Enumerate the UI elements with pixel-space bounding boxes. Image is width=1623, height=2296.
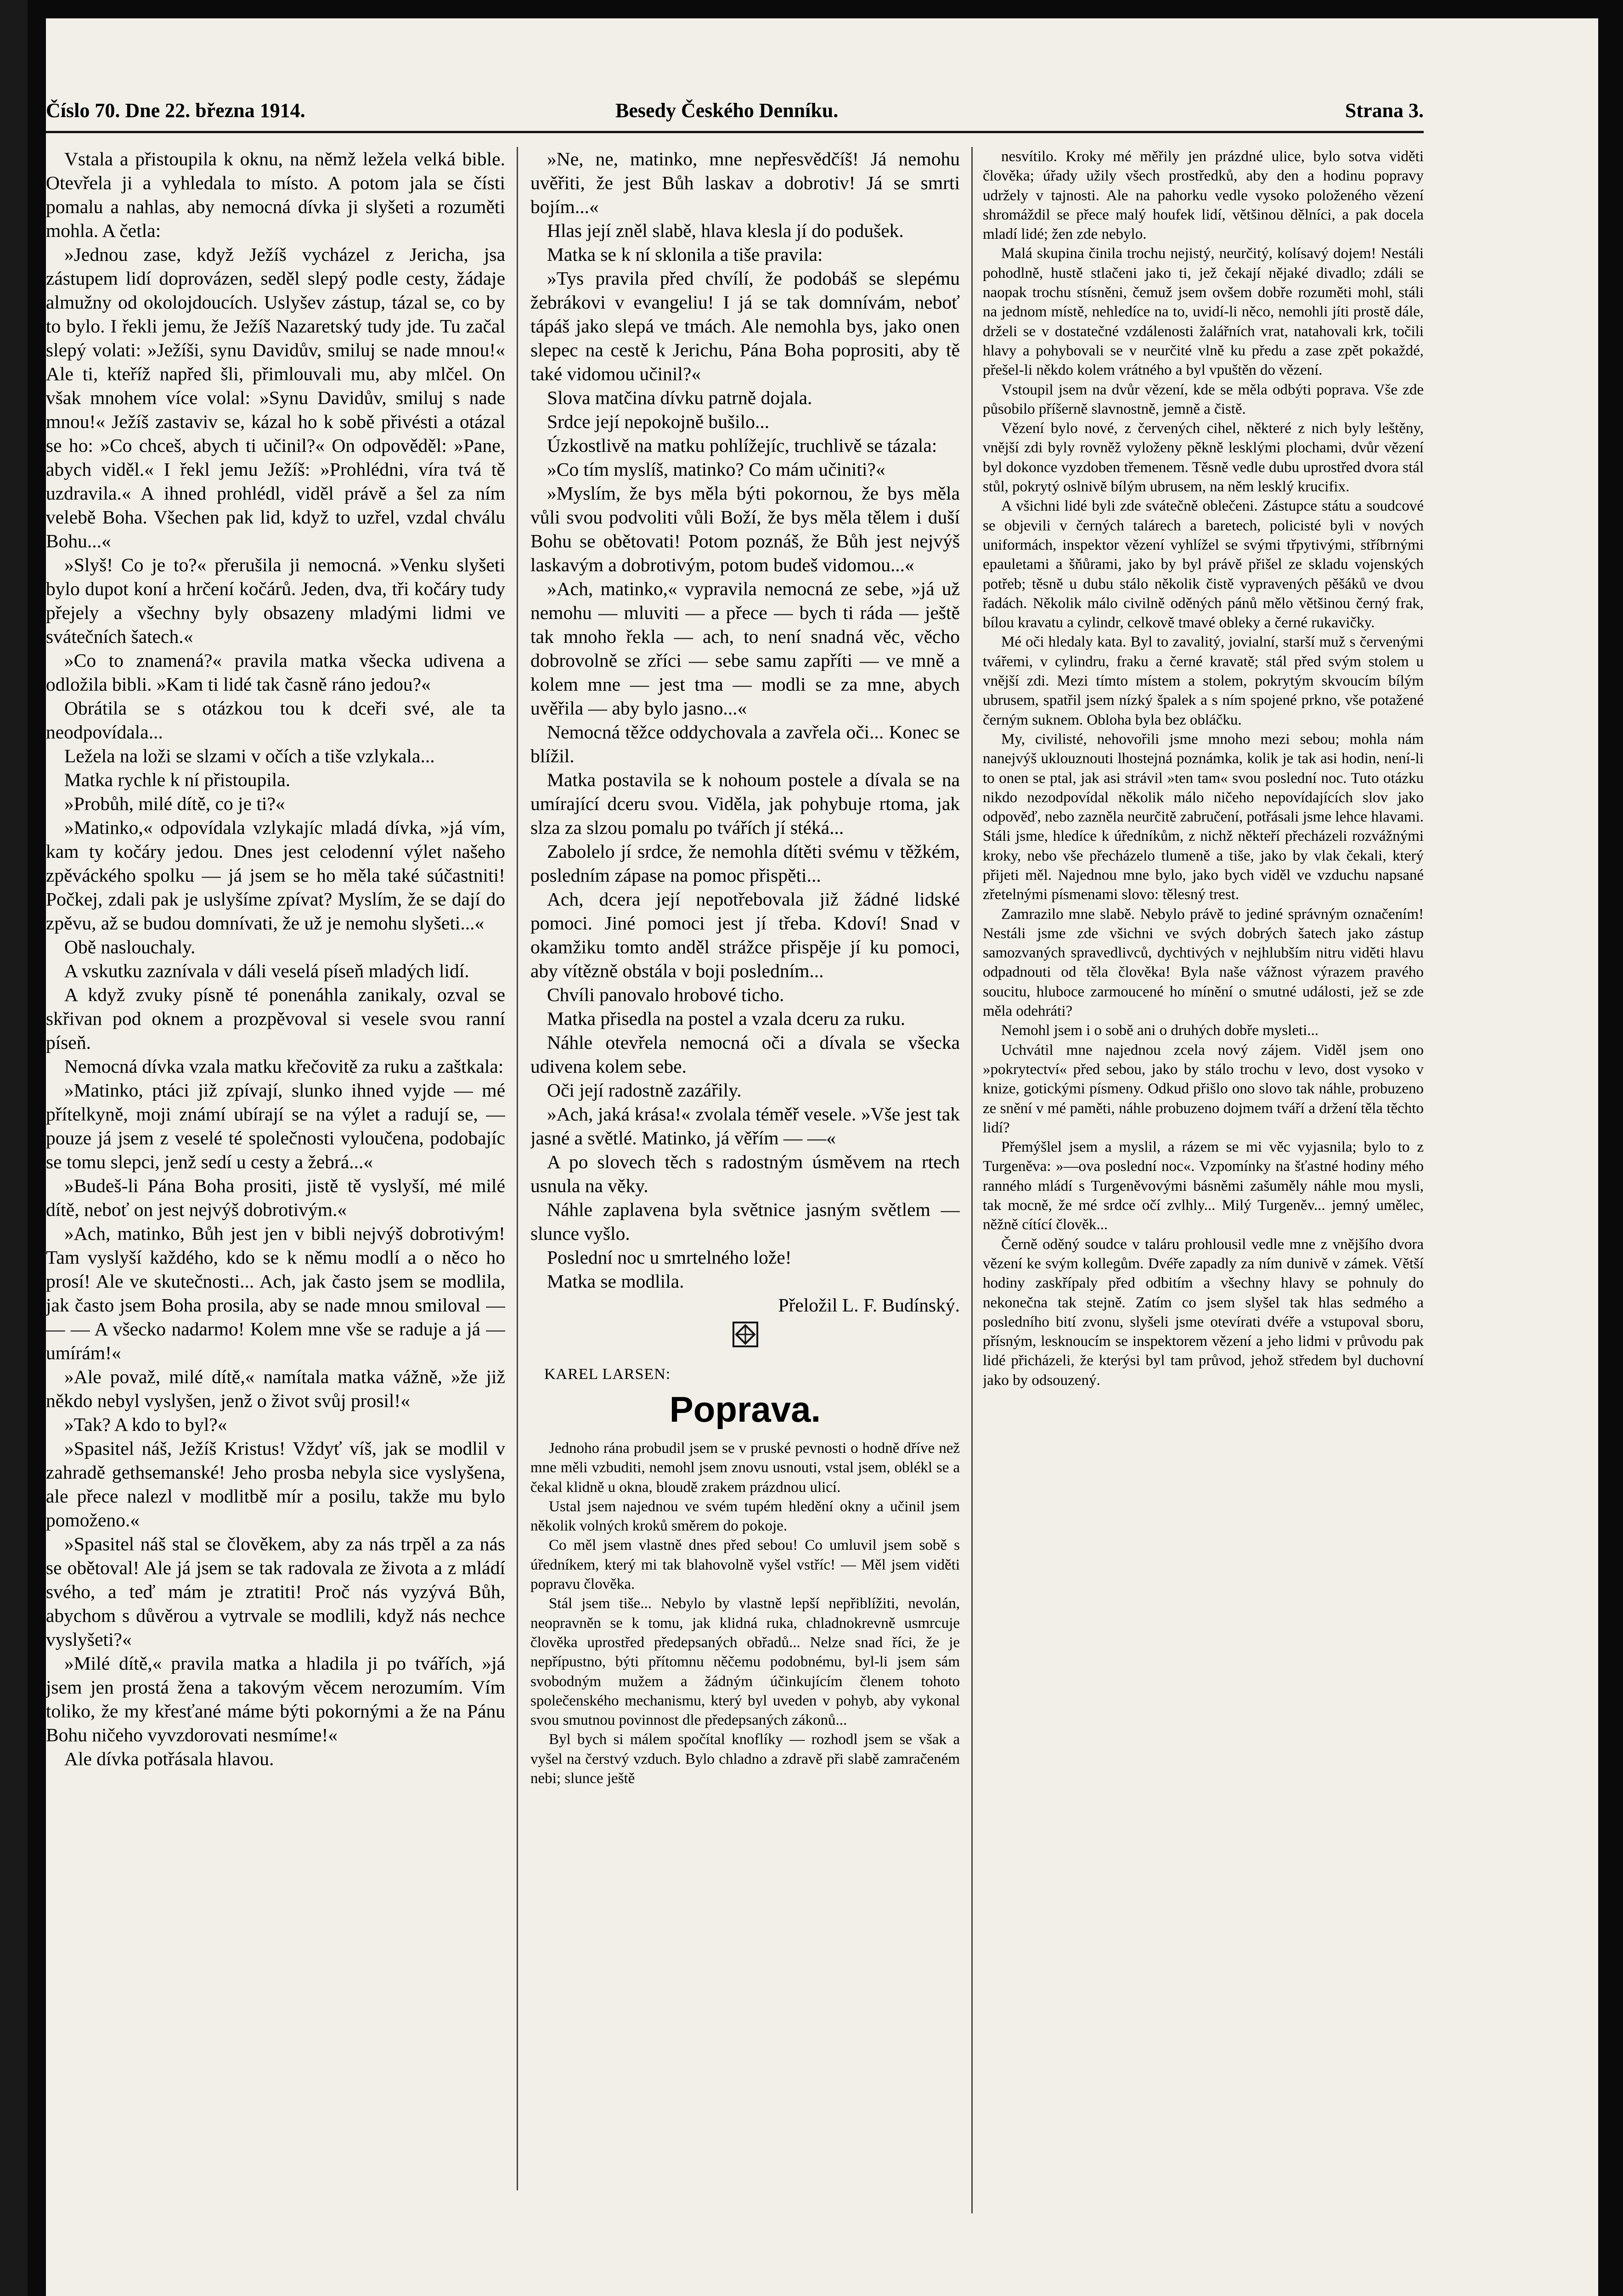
paragraph: »Tys pravila před chvílí, že podobáš se slepému žebrákovi v evangeliu! I já se tak domnívám, neboť tápáš jako slepá ve tmách. Ale nemohla bys, jako onen slepec na cestě k Jerichu, Pána Boha poprositi, aby tě také vidomou učinil?« — [530, 268, 960, 384]
paragraph: Přemýšlel jsem a myslil, a rázem se mi věc vyjasnila; bylo to z Turgeněva: »—ova poslední noc«. Vzpomínky na šťastné hodiny mého ranného mládí s Turgeněvovými básněmi zašuměly náhle mou mysli, tak mocně, že mé srdce očí zvlhly... Milý Turgeněv... jemný umělec, něžně cítící člověk... — [983, 1139, 1424, 1233]
paragraph: »Ale považ, milé dítě,« namítala matka vážně, »že již někdo nebyl vyslyšen, jenž o život svůj prosil!« — [46, 1366, 505, 1411]
paragraph: Náhle otevřela nemocná oči a dívala se všecka udivena kolem sebe. — [530, 1032, 960, 1077]
paragraph: »Slyš! Co je to?« přerušila ji nemocná. »Venku slyšeti bylo dupot koní a hrčení kočárů. Jeden, dva, tři kočáry tudy přejely a všechny byly obsazeny mladými lidmi ve svátečních šatech.« — [46, 554, 505, 647]
paragraph: Mé oči hledaly kata. Byl to zavalitý, jovialní, starší muž s červenými tvářemi, v cylindru, fraku a černé kravatě; stál před svým stolem u vnější zdi. Mezi tímto místem a stolem, pokrytým skvoucím bílým ubrusem, spatřil jsem nízký špalek a s ním spojené prkno, vše potažené černým suknem. Obloha byla bez obláčku. — [983, 634, 1424, 728]
column-divider — [971, 147, 973, 2213]
page-header — [46, 99, 1424, 126]
paragraph: Chvíli panovalo hrobové ticho. — [547, 984, 784, 1005]
paragraph: »Co tím myslíš, matinko? Co mám učiniti?« — [547, 459, 885, 480]
paragraph: Matka přisedla na postel a vzala dceru za ruku. — [547, 1008, 906, 1029]
paragraph: Nemocná dívka vzala matku křečovitě za ruku a zaštkala: — [64, 1056, 504, 1077]
page-number: Strana 3. — [1345, 99, 1424, 122]
paragraph: Matka se k ní sklonila a tiše pravila: — [547, 244, 823, 265]
paragraph: Černě oděný soudce v taláru prohlousil vedle mne z vnějšího dvora vězení ke svým kollegům. Dvéře zapadly za ním dunivě v zámek. Větší hodiny zaskřípaly před odbitím a všechny hlavy se pohnuly do nekonečna tak stejně. Zatím co jsem slyšel tak hlas sedmého a posledního bití zvonu, slyšeli jsme otevírati dvéře a vstupoval sboru, přísným, lesknoucím se inspektorem vězení a jeho lidmi v průvodu pak lidé přicházeli, že kterýsi byl tam průvod, jehož středem byl duchovní jako by odsouzený. — [983, 1236, 1424, 1389]
diamond-ornament-icon — [732, 1321, 759, 1348]
paragraph: »Spasitel náš stal se člověkem, aby za nás trpěl a za nás se obětoval! Ale já jsem se tak radovala ze života a z mládí svého, a teď mám je ztratiti! Proč nás vyzývá Bůh, abychom s důvěrou a vytrvale se modlili, když nás nechce vyslyšeti?« — [46, 1533, 505, 1650]
publication-title: Besedy Českého Denníku. — [615, 99, 839, 122]
paragraph: Hlas její zněl slabě, hlava klesla jí do podušek. — [547, 220, 904, 241]
paragraph: »Ach, jaká krása!« zvolala téměř vesele. »Vše jest tak jasné a světlé. Matinko, já věřím — —« — [530, 1103, 960, 1148]
paragraph: Jednoho rána probudil jsem se v pruské pevnosti o hodně dříve než mne měli vzbuditi, nemohl jsem znovu usnouti, vstal jsem, oblékl se a čekal klidně u okna, bloudě zrakem prázdnou ulicí. — [530, 1440, 960, 1496]
translator-signature: Přeložil L. F. Budínský. — [778, 1294, 960, 1316]
paragraph: Vstoupil jsem na dvůr vězení, kde se měla odbýti poprava. Vše zde působilo příšerně slavnostně, jemně a čistě. — [983, 381, 1424, 417]
ornament-icon — [530, 1321, 960, 1351]
paragraph: My, civilisté, nehovořili jsme mnoho mezi sebou; mohla nám nanejvýš uklouznouti lhostejná poznámka, kolik je tak asi hodin, není-li to onen se ptal, jak asi strávil »ten tam« svou poslední noc. Tuto otázku nikdo nezodpovídal několik málo ničeho nepovídajících slov jako odpověď, nebo zazněla neurčitě zabručení, potřásali jsme lehce hlavami. Stáli jsme, hledíce k úředníkům, z nichž někteří přecházeli rozvážnými kroky, nebo vše přecházelo tlumeně a tiše, jako by vlak čekali, který přijeti měl. Najednou mne bylo, jako bych viděl ve vzduchu napsané zřetelnými písmenami slovo: tělesný trest. — [983, 731, 1424, 903]
binding-edge — [0, 0, 28, 2296]
story-continuation — [530, 147, 960, 1293]
paragraph: »Ne, ne, matinko, mne nepřesvědčíš! Já nemohu uvěřiti, že jest Bůh laskav a dobrotiv! Já se smrti bojím...« — [530, 148, 960, 217]
paragraph: Oči její radostně zazářily. — [547, 1080, 742, 1101]
paragraph: Byl bych si málem spočítal knoflíky — rozhodl jsem se však a vyšel na čerstvý vzduch. Bylo chladno a zdravě při slabě zamračeném nebi; slunce ještě — [530, 1731, 960, 1787]
column-2 — [530, 147, 960, 2236]
paragraph: Malá skupina činila trochu nejistý, neurčitý, kolísavý dojem! Nestáli pohodlně, hustě stlačeni jako ti, jež čekají nějaké divadlo; zdáli se naopak trochu stísněni, čemuž jsem ovšem dobře rozuměti mohl, stáli na jednom místě, nehledíce na to, uvidí-li něco, nemohli jíti prostě dále, drželi se v dostatečné vzdálenosti žalářních vrat, natahovali krk, točili hlavy a pohybovali se v neurčité vlně ku předu a zase zpět pokaždé, přešel-li někdo kolem vrátného a byl vpuštěn do vězení. — [983, 245, 1424, 379]
column-divider — [517, 147, 518, 2190]
paragraph: Obě naslouchaly. — [64, 936, 196, 957]
paragraph: »Ach, matinko, Bůh jest jen v bibli nejvýš dobrotivým! Tam vyslyší každého, kdo se k němu modlí a o něco ho prosí! Ale ve skutečnosti... Ach, jak často jsem se modlila, jak často jsem Boha prosila, aby se nade mnou smiloval — — — A všecko nadarmo! Kolem mne vše se raduje a já — umírám!« — [46, 1223, 505, 1363]
paragraph: Slova matčina dívku patrně dojala. — [547, 387, 812, 408]
paragraph: »Tak? A kdo to byl?« — [64, 1414, 227, 1435]
paragraph: A když zvuky písně té ponenáhla zanikaly, ozval se skřivan pod oknem a prozpěvoval si vesele svou ranní píseň. — [46, 984, 505, 1053]
paragraph: Matka se modlila. — [547, 1271, 684, 1292]
article-body — [530, 1439, 960, 1788]
paragraph: Vstala a přistoupila k oknu, na němž ležela velká bible. Otevřela ji a vyhledala to místo. A potom jala se čísti pomalu a nahlas, aby nemocná dívka ji slyšeti a rozuměti mohla. A četla: — [46, 148, 505, 241]
paragraph: »Matinko,« odpovídala vzlykajíc mladá dívka, »já vím, kam ty kočáry jedou. Dnes jest celodenní výlet našeho zpěváckého spolku — já jsem se ho měla také súčastniti! Počkej, zdali pak je uslyšíme zpívat? Myslím, že se dají do zpěvu, až se budou domnívati, že už je nemohu slyšeti...« — [46, 817, 505, 934]
paragraph: Nemocná těžce oddychovala a zavřela oči... Konec se blížil. — [530, 721, 960, 766]
paragraph: »Ach, matinko,« vypravila nemocná ze sebe, »já už nemohu — mluviti — a přece — bych ti ráda — ještě tak mnoho řekla — ach, to není snadná věc, věcho dobrovolně se zříci — sebe samu zapříti — ve mně a kolem mne — jest tma — modli se za mne, abych uvěřila — aby bylo jasno...« — [530, 578, 960, 719]
paragraph: A vskutku zaznívala v dáli veselá píseň mladých lidí. — [64, 960, 469, 981]
paragraph: »Budeš-li Pána Boha prositi, jistě tě vyslyší, mé milé dítě, neboť on jest nejvýš dobrotivým.« — [46, 1175, 505, 1220]
paragraph: »Milé dítě,« pravila matka a hladila ji po tvářích, »já jsem jen prostá žena a takovým věcem nerozumím. Vím toliko, že my křesťané máme býti pokornými a že na Pánu Bohu ničeho vyvzdorovati nesmíme!« — [46, 1653, 505, 1745]
paragraph: Stál jsem tiše... Nebylo by vlastně lepší nepřiblížiti, nevolán, neopravněn se k tomu, jak klidná ruka, chladnokrevně usmrcuje člověka uprostřed předepsaných obřadů... Nelze snad říci, že je nepřípustno, býti přítomnu něčemu podobnému, byl-li jsem sám svobodným mužem a žádným účinkujícím členem tohoto společenského mechanismu, který byl uveden v pohyb, aby vykonal svou smutnou povinnost dle předepsaných zákonů... — [530, 1595, 960, 1729]
paragraph: »Myslím, že bys měla býti pokornou, že bys měla vůli svou podvoliti vůli Boží, že bys měla tělem i duší Bohu se obětovati! Potom poznáš, že Bůh jest nejvýš laskavým a dobrotivým, potom budeš vidomou...« — [530, 483, 960, 575]
paragraph: Zamrazilo mne slabě. Nebylo právě to jediné správným označením! Nestáli jsme zde všichni ve svých dobrých šatech jako zástup samozvaných spravedlivců, dychtivých v nejhlubším nitru viděti hlavu odpadnouti od těla člověka! Byla naše vážnost výrazem pravého soucitu, hluboce zarmoucené ho mínění o smutné události, jež se zde měla odehráti? — [983, 906, 1424, 1020]
paragraph: A po slovech těch s radostným úsměvem na rtech usnula na věky. — [530, 1151, 960, 1196]
paragraph: Nemohl jsem i o sobě ani o druhých dobře mysleti... — [1001, 1022, 1319, 1039]
article-title: Poprava. — [669, 1389, 821, 1429]
paragraph: Zabolelo jí srdce, že nemohla dítěti svému v těžkém, posledním zápase na pomoc přispěti... — [530, 841, 960, 886]
paragraph: Ale dívka potřásala hlavou. — [64, 1748, 274, 1769]
paragraph: Srdce její nepokojně bušilo... — [547, 411, 770, 432]
paragraph: Ležela na loži se slzami v očích a tiše vzlykala... — [64, 745, 435, 766]
paragraph: Úzkostlivě na matku pohlížejíc, truchlivě se tázala: — [547, 435, 937, 456]
column-3 — [983, 147, 1424, 2241]
paragraph: Matka rychle k ní přistoupila. — [64, 769, 291, 790]
paragraph: »Spasitel náš, Ježíš Kristus! Vždyť víš, jak se modlil v zahradě gethsemanské! Jeho prosba nebyla sice vyslyšena, ale přece nalezl v modlitbě mír a posilu, takže mu bylo pomoženo.« — [46, 1438, 505, 1531]
paragraph: Ach, dcera její nepotřebovala již žádné lidské pomoci. Jiné pomoci jest jí třeba. Kdoví! Snad v okamžiku tomto anděl strážce přispěje jí ku pomoci, aby vítězně obstála v boji posledním... — [530, 889, 960, 981]
paragraph: nesvítilo. Kroky mé měřily jen prázdné ulice, bylo sotva viděti člověka; úřady užily všech prostředků, aby den a hodinu popravy udržely v tajnosti. Ale na pahorku vedle vysoko položeného vězení shromáždil se přece malý houfek lidí, většinou dělníci, a pak docela mladí lidé; žen zde nebylo. — [983, 148, 1424, 243]
paragraph: A všichni lidé byli zde svátečně oblečeni. Zástupce státu a soudcové se objevili v černých talárech a baretech, policisté byli v nových uniformách, inspektor vězení vyhlížel se svými třpytivými, stříbrnými epauletami a šňůrami, jako by byl právě přišel ze skladu vojenských potřeb; těsně u dubu stálo několik čistě vypravených pěšáků ve dvou řadách. Několik málo civilně oděných pánů mělo většinou černý frak, bílou kravatu a cylindr, celkově tmavé obleky a černé rukavičky. — [983, 498, 1424, 631]
paragraph: »Jednou zase, když Ježíš vycházel z Jericha, jsa zástupem lidí doprovázen, seděl slepý podle cesty, žádaje almužny od okolojdoucích. Uslyšev zástup, tázal se, co by to bylo. I řekli jemu, že Ježíš Nazaretský tudy jde. Tu začal slepý volati: »Ježíši, synu Davidův, smiluj se nade mnou!« Ale ti, kteříž napřed šli, přimlouvali mu, aby mlčel. On však mnohem více volal: »Synu Davidův, smiluj s nade mnou!« Ježíš zastaviv se, kázal ho k sobě přivésti a otázal se ho: »Co chceš, abych ti učinil?« On odpověděl: »Pane, abych viděl.« I řekl jemu Ježíš: »Prohlédni, víra tvá tě uzdravila.« A ihned prohlédl, viděl právě a šel za ním velebě Boha. Všechen pak lid, když to uzřel, vzdal chválu Bohu...« — [46, 244, 505, 551]
paragraph: Náhle zaplavena byla světnice jasným světlem — slunce vyšlo. — [530, 1199, 960, 1244]
paragraph: »Co to znamená?« pravila matka všecka udivena a odložila bibli. »Kam ti lidé tak časně ráno jedou?« — [46, 650, 505, 695]
paragraph: »Probůh, milé dítě, co je ti?« — [64, 793, 285, 814]
column-1 — [46, 147, 505, 2268]
paragraph: Uchvátil mne najednou zcela nový zájem. Viděl jsem ono »pokrytectví« před sebou, jako by stálo trochu v levo, dost vysoko v knize, gotickými písmeny. Odkud přišlo ono slovo tak náhle, probuzeno ze snění v mé paměti, náhle probuzeno dojmem tváří a držení těla těchto lidí? — [983, 1041, 1424, 1136]
paragraph: »Matinko, ptáci již zpívají, slunko ihned vyjde — mé přítelkyně, moji známí ubírají se na výlet a radují se, — pouze já jsem z veselé té společnosti vyloučena, podobajíc se tomu slepci, jenž sedí u cesty a žebrá...« — [46, 1080, 505, 1172]
article-author: KAREL LARSEN: — [544, 1366, 671, 1383]
paragraph: Co měl jsem vlastně dnes před sebou! Co umluvil jsem sobě s úředníkem, který mi tak blahovolně vyšel vstříc! — Měl jsem viděti popravu člověka. — [530, 1537, 960, 1593]
paragraph: Ustal jsem najednou ve svém tupém hledění okny a učinil jsem několik volných kroků směrem do pokoje. — [530, 1498, 960, 1535]
paragraph: Obrátila se s otázkou tou k dceři své, ale ta neodpovídala... — [46, 698, 505, 743]
paragraph: Matka postavila se k nohoum postele a dívala se na umírající dceru svou. Viděla, jak pohybuje rtoma, jak slza za slzou pomalu po tvářích jí stéká... — [530, 769, 960, 838]
paragraph: Vězení bylo nové, z červených cihel, některé z nich byly leštěny, vnější zdi byly rovněž vyloženy pěkně lesklými plochami, dvůr vězení byl dokonce vyzdoben třemenem. Těsně vedle dubu uprostřed dvora stál stůl, pokrytý oslnivě bílým ubrusem, na něm lesklý krucifix. — [983, 420, 1424, 495]
paragraph: Poslední noc u smrtelného lože! — [547, 1247, 792, 1268]
header-rule — [46, 131, 1424, 133]
issue-date: Číslo 70. Dne 22. března 1914. — [46, 99, 305, 122]
